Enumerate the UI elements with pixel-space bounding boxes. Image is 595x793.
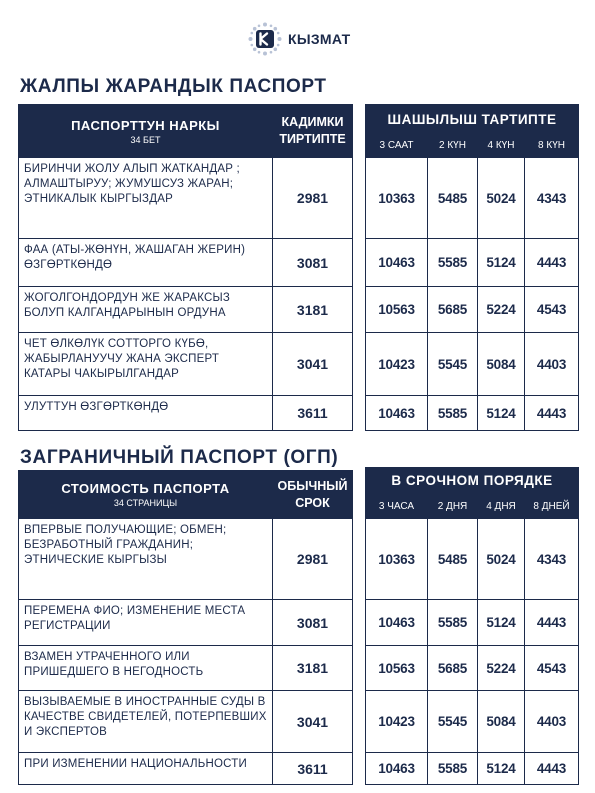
urgent-price: 5124 (478, 600, 525, 646)
urgent-price: 10463 (366, 600, 428, 646)
regular-price: 3041 (273, 691, 353, 753)
urgent-price: 4443 (525, 396, 579, 431)
urgent-price: 4403 (525, 333, 579, 396)
urgent-column-header: 4 КҮН (478, 134, 525, 158)
regular-price: 2981 (273, 158, 353, 239)
row-label: ФАА (АТЫ-ЖӨНҮН, ЖАШАГАН ЖЕРИН) ӨЗГӨРТКӨНДӨ (19, 239, 273, 287)
urgent-price: 4443 (525, 600, 579, 646)
brand-logo-icon (248, 22, 282, 56)
urgent-price: 5024 (478, 519, 525, 600)
urgent-price: 5224 (478, 646, 525, 691)
urgent-header-title: В СРОЧНОМ ПОРЯДКЕ (366, 468, 579, 494)
urgent-price: 5124 (478, 396, 525, 431)
regular-price: 3081 (273, 600, 353, 646)
urgent-column-header: 2 ДНЯ (428, 494, 478, 519)
urgent-price: 5585 (428, 239, 478, 287)
header-title: СТОИМОСТЬ ПАСПОРТА (61, 481, 230, 496)
urgent-price: 10423 (366, 691, 428, 753)
row-label: УЛУТТУН ӨЗГӨРТКӨНДӨ (19, 396, 273, 431)
header-subtitle: 34 СТРАНИЦЫ (113, 498, 178, 508)
urgent-column-header: 4 ДНЯ (478, 494, 525, 519)
urgent-price: 5024 (478, 158, 525, 239)
urgent-price: 5124 (478, 239, 525, 287)
urgent-price: 5224 (478, 287, 525, 333)
section-title: ЖАЛПЫ ЖАРАНДЫК ПАСПОРТ (20, 76, 327, 97)
price-table-header (19, 105, 273, 158)
price-table (18, 104, 353, 431)
urgent-column-header: 2 КҮН (428, 134, 478, 158)
urgent-price: 5685 (428, 287, 478, 333)
regular-price: 3611 (273, 396, 353, 431)
urgent-price: 5485 (428, 519, 478, 600)
urgent-price: 4343 (525, 158, 579, 239)
urgent-price: 5585 (428, 396, 478, 431)
urgent-column-header: 8 ДНЕЙ (525, 494, 579, 519)
row-label: БИРИНЧИ ЖОЛУ АЛЫП ЖАТКАНДАР ; АЛМАШТЫРУУ; ЖУМУШСУЗ ЖАРАН; ЭТНИКАЛЫК КЫРГЫЗДАР (19, 158, 273, 239)
regular-price: 3181 (273, 646, 353, 691)
urgent-price: 5084 (478, 691, 525, 753)
row-label: ВЫЗЫВАЕМЫЕ В ИНОСТРАННЫЕ СУДЫ В КАЧЕСТВЕ СВИДЕТЕЛЕЙ, ПОТЕРПЕВШИХ И ЭКСПЕРТОВ (19, 691, 273, 753)
urgent-price: 10363 (366, 519, 428, 600)
urgent-price-table (365, 467, 579, 785)
urgent-price: 5585 (428, 753, 478, 785)
row-label: ПЕРЕМЕНА ФИО; ИЗМЕНЕНИЕ МЕСТА РЕГИСТРАЦИИ (19, 600, 273, 646)
regular-price: 3081 (273, 239, 353, 287)
urgent-price: 4443 (525, 239, 579, 287)
regular-price: 3041 (273, 333, 353, 396)
urgent-column-header: 3 ЧАСА (366, 494, 428, 519)
urgent-price: 4543 (525, 646, 579, 691)
brand-name: КЫЗМАТ (288, 31, 351, 47)
row-label: ЖОГОЛГОНДОРДУН ЖЕ ЖАРАКСЫЗ БОЛУП КАЛГАНДАРЫНЫН ОРДУНА (19, 287, 273, 333)
urgent-price: 4343 (525, 519, 579, 600)
urgent-price: 5545 (428, 333, 478, 396)
regular-price: 3181 (273, 287, 353, 333)
urgent-price: 4403 (525, 691, 579, 753)
price-table-header (19, 471, 273, 519)
urgent-price: 4543 (525, 287, 579, 333)
urgent-price: 10363 (366, 158, 428, 239)
urgent-price: 5685 (428, 646, 478, 691)
regular-price: 3611 (273, 753, 353, 785)
urgent-column-header: 8 КҮН (525, 134, 579, 158)
row-label: ПРИ ИЗМЕНЕНИИ НАЦИОНАЛЬНОСТИ (19, 753, 273, 785)
brand-logo (248, 22, 350, 56)
row-label: ВПЕРВЫЕ ПОЛУЧАЮЩИЕ; ОБМЕН; БЕЗРАБОТНЫЙ ГРАЖДАНИН; ЭТНИЧЕСКИЕ КЫРГЫЗЫ (19, 519, 273, 600)
header-subtitle: 34 БЕТ (130, 134, 161, 145)
urgent-column-header: 3 СААТ (366, 134, 428, 158)
urgent-price: 5585 (428, 600, 478, 646)
urgent-price: 5084 (478, 333, 525, 396)
urgent-price: 10563 (366, 287, 428, 333)
price-table (18, 470, 353, 785)
urgent-price: 5485 (428, 158, 478, 239)
urgent-price: 10463 (366, 753, 428, 785)
urgent-price: 5545 (428, 691, 478, 753)
row-label: ЧЕТ ӨЛКӨЛҮК СОТТОРГО КҮБӨ, ЖАБЫРЛАНУУЧУ ЖАНА ЭКСПЕРТ КАТАРЫ ЧАКЫРЫЛГАНДАР (19, 333, 273, 396)
regular-term-header: ОБЫЧНЫЙ СРОК (273, 471, 353, 519)
urgent-price: 4443 (525, 753, 579, 785)
urgent-price: 5124 (478, 753, 525, 785)
urgent-price-table (365, 104, 579, 431)
section-title: ЗАГРАНИЧНЫЙ ПАСПОРТ (ОГП) (20, 447, 339, 468)
urgent-price: 10563 (366, 646, 428, 691)
urgent-price: 10463 (366, 396, 428, 431)
header-title: ПАСПОРТТУН НАРКЫ (71, 117, 220, 133)
row-label: ВЗАМЕН УТРАЧЕННОГО ИЛИ ПРИШЕДШЕГО В НЕГОДНОСТЬ (19, 646, 273, 691)
regular-term-header: КАДИМКИ ТИРТИПТЕ (273, 105, 353, 158)
urgent-header-title: ШАШЫЛЫШ ТАРТИПТЕ (366, 105, 579, 134)
urgent-price: 10463 (366, 239, 428, 287)
regular-price: 2981 (273, 519, 353, 600)
urgent-price: 10423 (366, 333, 428, 396)
